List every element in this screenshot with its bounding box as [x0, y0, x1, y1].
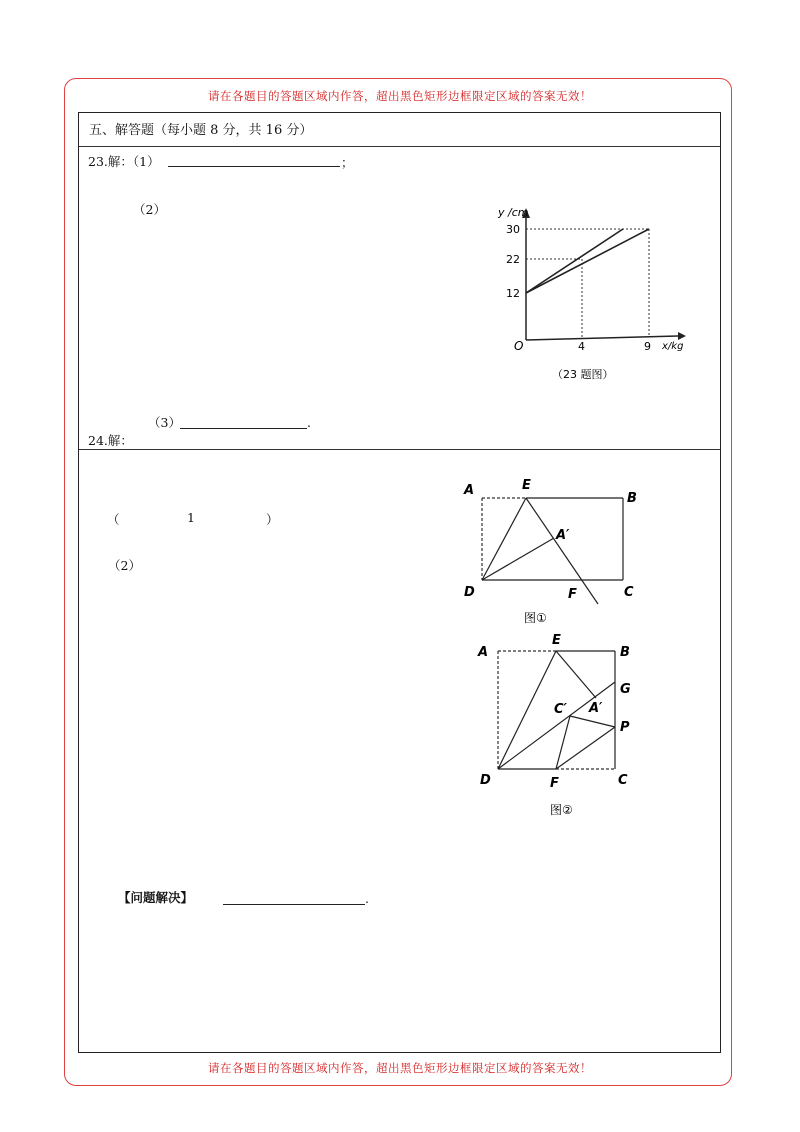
fig2-label-a: A	[478, 645, 489, 660]
fig2-line-de	[498, 651, 556, 769]
y-tick-30: 30	[506, 223, 520, 236]
fig2-line-ea	[556, 651, 596, 698]
x-tick-4: 4	[578, 340, 585, 353]
q24-figure-1	[460, 474, 650, 630]
fig1-caption: 图①	[524, 611, 547, 625]
q24-label: 24.解：	[88, 433, 133, 448]
fig1-label-d: D	[464, 585, 475, 600]
fig2-label-d: D	[480, 773, 491, 788]
graph-caption: （23 题图）	[552, 368, 614, 381]
fig1-label-f: F	[568, 587, 577, 602]
fig2-label-e: E	[552, 633, 561, 648]
q23-part3-answer-blank[interactable]	[180, 428, 307, 429]
x-axis	[526, 336, 678, 340]
q24-part1-open: （	[107, 512, 120, 527]
q23-part1-answer-blank[interactable]	[168, 166, 340, 167]
top-warning-text: 请在各题目的答题区域内作答，超出黑色矩形边框限定区域的答案无效！	[208, 89, 592, 103]
q24-divider	[79, 449, 720, 450]
y-axis-label: y /cm	[498, 206, 529, 219]
fig1-label-e: E	[522, 478, 531, 493]
fig1-label-a-prime: A′	[556, 528, 570, 543]
q24-part1-close: ）	[266, 512, 279, 527]
line-shallow	[526, 229, 649, 293]
problem-solving-end: .	[365, 891, 369, 906]
origin-label: O	[514, 339, 524, 353]
q23-graph	[496, 198, 696, 388]
q23-label: 23.解：（1）	[88, 154, 160, 169]
heading-divider	[79, 146, 720, 147]
line-steep	[526, 229, 623, 293]
fig2-label-g: G	[620, 682, 631, 697]
q23-part3-end: .	[307, 415, 311, 430]
fig1-label-a: A	[464, 483, 475, 498]
bottom-warning-text: 请在各题目的答题区域内作答，超出黑色矩形边框限定区域的答案无效！	[208, 1061, 592, 1075]
fig2-label-b: B	[620, 645, 630, 660]
section-heading: 五、解答题（每小题 8 分，共 16 分）	[89, 123, 313, 138]
y-tick-12: 12	[506, 287, 520, 300]
q23-part3-label: （3）	[148, 415, 181, 430]
q24-figure-2	[474, 630, 650, 822]
x-axis-arrow	[678, 332, 686, 340]
fig2-label-c-prime: C′	[554, 702, 567, 717]
x-axis-label: x/kg	[662, 341, 684, 352]
fig1-label-b: B	[627, 491, 637, 506]
fig2-label-f: F	[550, 776, 559, 791]
q23-part1-end: ；	[341, 155, 354, 170]
fig2-line-cp	[570, 716, 615, 727]
x-tick-9: 9	[644, 340, 651, 353]
fig2-label-a-prime: A′	[589, 701, 603, 716]
fig2-label-p: P	[620, 720, 630, 735]
y-tick-22: 22	[506, 253, 520, 266]
problem-solving-answer-blank[interactable]	[223, 904, 365, 905]
fig1-fold-line	[526, 498, 598, 604]
fig2-label-c: C	[618, 773, 628, 788]
fig2-caption: 图②	[550, 803, 573, 817]
fig1-label-c: C	[624, 585, 634, 600]
fig2-line-dg	[498, 682, 615, 769]
q24-part1-number: 1	[187, 510, 195, 525]
problem-solving-label: 【问题解决】	[118, 890, 194, 905]
q24-part2-label: （2）	[108, 558, 141, 573]
q23-part2-label: （2）	[133, 202, 166, 217]
